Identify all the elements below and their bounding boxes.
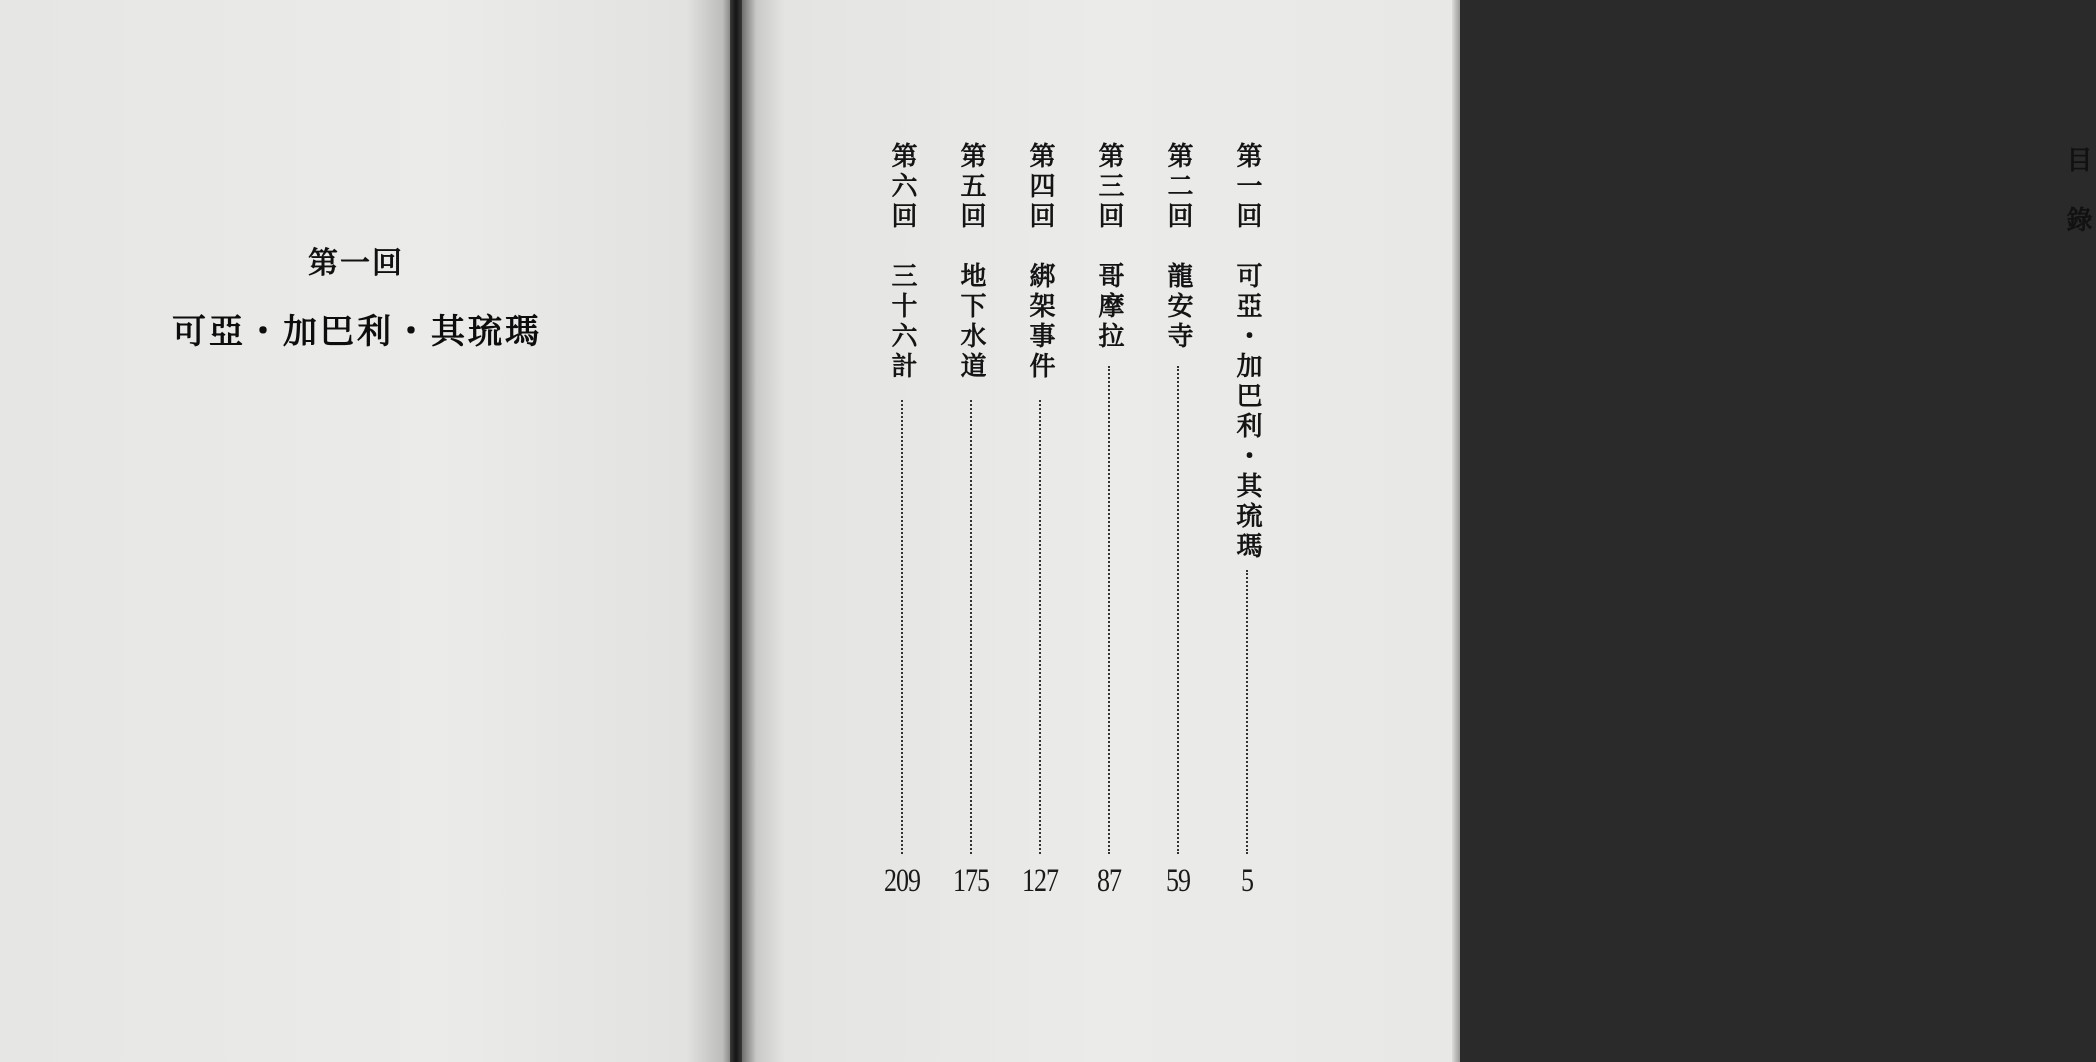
toc-entry xyxy=(951,142,991,902)
toc-entry-page: 5 xyxy=(1241,862,1253,899)
toc-entry-page: 59 xyxy=(1166,862,1190,899)
toc-entry-page: 209 xyxy=(884,862,920,899)
toc-entry-label: 第三回 哥摩拉 xyxy=(1094,142,1124,352)
toc-entry xyxy=(1158,142,1198,902)
toc-entry xyxy=(1020,142,1060,902)
toc-dot-leader xyxy=(970,400,972,854)
toc-entry-label: 第六回 三十六計 xyxy=(887,142,917,382)
toc-dot-leader xyxy=(1108,366,1110,854)
toc-dot-leader xyxy=(1177,366,1179,854)
right-page xyxy=(742,0,2092,1062)
left-page xyxy=(0,0,730,1062)
toc-dot-leader xyxy=(901,400,903,854)
chapter-number: 第一回 xyxy=(308,246,404,281)
toc-dot-leader xyxy=(1039,400,1041,854)
toc-heading: 目錄 xyxy=(2062,146,2092,266)
toc-entry-label: 第四回 綁架事件 xyxy=(1025,142,1055,382)
toc-entry xyxy=(1227,142,1267,902)
toc-entry-page: 175 xyxy=(953,862,989,899)
toc-entry xyxy=(882,142,922,902)
book-gutter xyxy=(730,0,742,1062)
toc-entry-label: 第二回 龍安寺 xyxy=(1163,142,1193,352)
toc-entry xyxy=(1089,142,1129,902)
chapter-title: 可亞・加巴利・其琉瑪 xyxy=(172,312,542,352)
toc-entry-label: 第一回 可亞・加巴利・其琉瑪 xyxy=(1232,142,1262,562)
toc-entry-page: 127 xyxy=(1022,862,1058,899)
toc-entry-page: 87 xyxy=(1097,862,1121,899)
toc-dot-leader xyxy=(1246,570,1248,854)
toc-entry-label: 第五回 地下水道 xyxy=(956,142,986,382)
page-edge xyxy=(1452,0,1460,1062)
